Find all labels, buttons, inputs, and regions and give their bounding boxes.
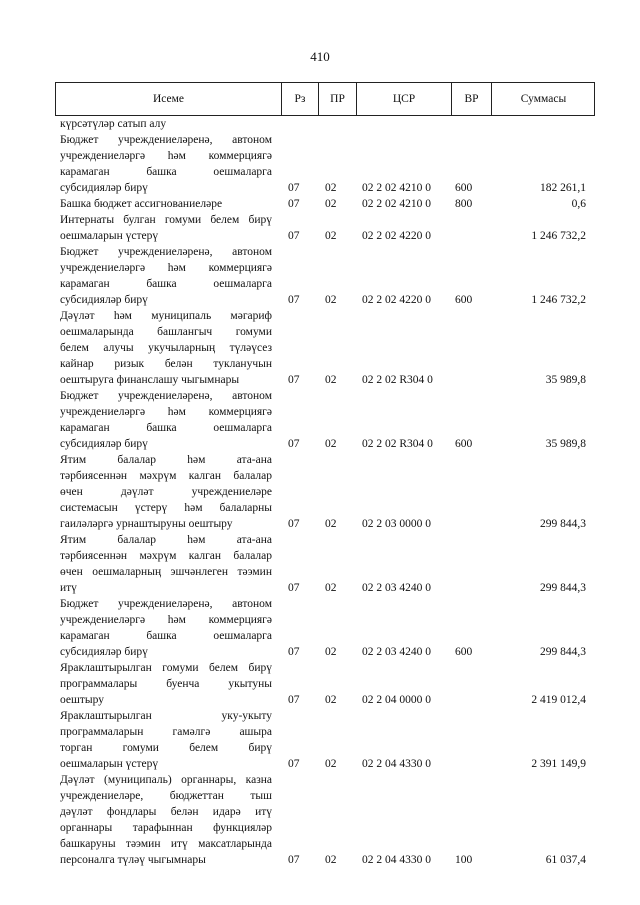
row-name-line: оештыруга финанслашу чыгымнары — [60, 374, 240, 386]
row-name-line: программалары буенча укытуны — [60, 678, 272, 690]
row-name-line: Интернаты булган гомуми белем бирү — [60, 214, 272, 226]
row-vr: 800 — [455, 198, 473, 210]
table-row — [0, 452, 640, 532]
row-csr: 02 2 02 4220 0 — [362, 230, 431, 242]
row-rz: 07 — [288, 694, 300, 706]
row-pr: 02 — [325, 646, 337, 658]
row-pr: 02 — [325, 694, 337, 706]
row-vr: 600 — [455, 646, 473, 658]
row-pr: 02 — [325, 582, 337, 594]
row-name — [60, 132, 272, 196]
table-row — [0, 212, 640, 244]
row-csr: 02 2 03 4240 0 — [362, 582, 431, 594]
row-name — [60, 212, 272, 244]
row-name-line: персоналга түләү чыгымнары — [60, 854, 206, 866]
row-name — [60, 708, 272, 772]
row-name-line: субсидияләр бирү — [60, 294, 148, 306]
header-vr: ВР — [451, 83, 491, 115]
row-csr: 02 2 02 R304 0 — [362, 438, 433, 450]
row-sum: 61 037,4 — [545, 854, 586, 866]
page-number: 410 — [310, 49, 330, 64]
row-sum: 0,6 — [571, 198, 586, 210]
table-row — [0, 532, 640, 596]
row-name-line: итү — [60, 582, 77, 594]
row-pr: 02 — [325, 374, 337, 386]
table-row — [0, 244, 640, 308]
header-pr: ПР — [318, 83, 356, 115]
row-name — [60, 308, 272, 388]
row-name-line: тәрбиясеннән мәхрүм калган балалар — [60, 470, 272, 482]
header-sum: Суммасы — [491, 83, 595, 115]
header-name: Исеме — [152, 93, 185, 105]
row-name-line: карамаган башка оешмаларга — [60, 166, 272, 178]
row-sum: 182 261,1 — [540, 182, 586, 194]
header-csr: ЦСР — [356, 83, 451, 115]
row-name-line: Ятим балалар һәм ата-ана — [60, 454, 272, 466]
row-name-line: Ятим балалар һәм ата-ана — [60, 534, 272, 546]
table-row — [0, 388, 640, 452]
row-sum: 299 844,3 — [540, 582, 586, 594]
row-sum: 35 989,8 — [545, 374, 586, 386]
row-csr: 02 2 04 4330 0 — [362, 758, 431, 770]
table-header — [55, 82, 595, 116]
row-name-line: торган гомуми белем бирү — [60, 742, 272, 754]
row-name — [60, 452, 272, 532]
row-name-line: кайнар ризык белән тукланучын — [60, 358, 272, 370]
row-name-line: учреждениеләре, бюджеттан тыш — [60, 790, 272, 802]
row-name-line: учреждениеләргә һәм коммерциягә — [60, 614, 272, 626]
row-rz: 07 — [288, 198, 300, 210]
row-rz: 07 — [288, 230, 300, 242]
row-pr: 02 — [325, 294, 337, 306]
row-rz: 07 — [288, 438, 300, 450]
row-name-line: системасын үстерү һәм балаларны — [60, 502, 272, 514]
row-rz: 07 — [288, 182, 300, 194]
row-name-line: оешмаларында башлангыч гомуми — [60, 326, 272, 338]
row-name-line: субсидияләр бирү — [60, 182, 148, 194]
row-name-line: субсидияләр бирү — [60, 438, 148, 450]
row-csr: 02 2 02 R304 0 — [362, 374, 433, 386]
row-vr: 600 — [455, 438, 473, 450]
row-name-line: күрсәтүләр сатып алу — [60, 118, 167, 130]
row-name — [60, 196, 272, 212]
row-name-line: Дәүләт (муниципаль) органнары, казна — [60, 774, 272, 786]
row-name-line: белем алучы укучыларның түләүсез — [60, 342, 272, 354]
row-csr: 02 2 04 4330 0 — [362, 854, 431, 866]
table-row — [0, 308, 640, 388]
row-sum: 2 391 149,9 — [531, 758, 586, 770]
table-row — [0, 708, 640, 772]
row-sum: 299 844,3 — [540, 518, 586, 530]
row-name-line: Бюджет учреждениеләренә, автоном — [60, 134, 272, 146]
row-name-line: оештыру — [60, 694, 104, 706]
row-sum: 35 989,8 — [545, 438, 586, 450]
row-vr: 100 — [455, 854, 473, 866]
row-rz: 07 — [288, 854, 300, 866]
row-rz: 07 — [288, 374, 300, 386]
row-name-line: оешмаларын үстерү — [60, 230, 159, 242]
row-name-line: Дәүләт һәм муниципаль мәгариф — [60, 310, 272, 322]
row-name-line: гаиләләргә урнаштыруны оештыру — [60, 518, 233, 530]
row-name-line: өчен дәүләт учреждениеләре — [60, 486, 272, 498]
row-csr: 02 2 03 0000 0 — [362, 518, 431, 530]
row-name-line: тәрбиясеннән мәхрүм калган балалар — [60, 550, 272, 562]
row-pr: 02 — [325, 854, 337, 866]
row-name-line: Бюджет учреждениеләренә, автоном — [60, 390, 272, 402]
row-rz: 07 — [288, 582, 300, 594]
table-row — [0, 660, 640, 708]
row-pr: 02 — [325, 182, 337, 194]
row-name-line: башкаруны тәэмин итү максатларында — [60, 838, 272, 850]
row-name — [60, 660, 272, 708]
row-name-line: дәүләт фондлары белән идарә итү — [60, 806, 272, 818]
row-name-line: Яраклаштырылган уку-укыту — [60, 710, 272, 722]
row-sum: 2 419 012,4 — [531, 694, 586, 706]
row-vr: 600 — [455, 182, 473, 194]
row-name-line: Бюджет учреждениеләренә, автоном — [60, 246, 272, 258]
table-body — [0, 116, 640, 868]
header-rz: Рз — [281, 83, 318, 115]
row-name-line: учреждениеләргә һәм коммерциягә — [60, 150, 272, 162]
table-row — [0, 596, 640, 660]
table-row — [0, 116, 640, 132]
row-name-line: субсидияләр бирү — [60, 646, 148, 658]
row-name-line: Яраклаштырылган гомуми белем бирү — [60, 662, 272, 674]
row-name-line: карамаган башка оешмаларга — [60, 422, 272, 434]
row-name-line: Бюджет учреждениеләренә, автоном — [60, 598, 272, 610]
table-row — [0, 772, 640, 868]
row-csr: 02 2 02 4210 0 — [362, 198, 431, 210]
row-name — [60, 772, 272, 868]
row-name-line: оешмаларын үстерү — [60, 758, 159, 770]
row-name-line: учреждениеләргә һәм коммерциягә — [60, 406, 272, 418]
row-pr: 02 — [325, 230, 337, 242]
row-sum: 299 844,3 — [540, 646, 586, 658]
table-row — [0, 196, 640, 212]
row-csr: 02 2 02 4210 0 — [362, 182, 431, 194]
row-pr: 02 — [325, 438, 337, 450]
row-name — [60, 388, 272, 452]
row-vr: 600 — [455, 294, 473, 306]
row-sum: 1 246 732,2 — [531, 294, 586, 306]
row-rz: 07 — [288, 646, 300, 658]
row-name-line: органнары тарафыннан функцияләр — [60, 822, 272, 834]
row-name — [60, 244, 272, 308]
row-name — [60, 116, 272, 132]
row-name-line: программаларын гамәлгә ашыра — [60, 726, 272, 738]
row-csr: 02 2 04 0000 0 — [362, 694, 431, 706]
table-row — [0, 132, 640, 196]
row-name-line: учреждениеләргә һәм коммерциягә — [60, 262, 272, 274]
row-name — [60, 596, 272, 660]
row-rz: 07 — [288, 758, 300, 770]
row-name-line: карамаган башка оешмаларга — [60, 630, 272, 642]
row-csr: 02 2 03 4240 0 — [362, 646, 431, 658]
row-rz: 07 — [288, 518, 300, 530]
row-pr: 02 — [325, 518, 337, 530]
row-pr: 02 — [325, 758, 337, 770]
row-sum: 1 246 732,2 — [531, 230, 586, 242]
row-csr: 02 2 02 4220 0 — [362, 294, 431, 306]
row-name-line: карамаган башка оешмаларга — [60, 278, 272, 290]
row-pr: 02 — [325, 198, 337, 210]
row-rz: 07 — [288, 294, 300, 306]
row-name — [60, 532, 272, 596]
row-name-line: Башка бюджет ассигнованиеләре — [60, 198, 223, 210]
row-name-line: өчен оешмаларның эшчәнлеген тәэмин — [60, 566, 272, 578]
